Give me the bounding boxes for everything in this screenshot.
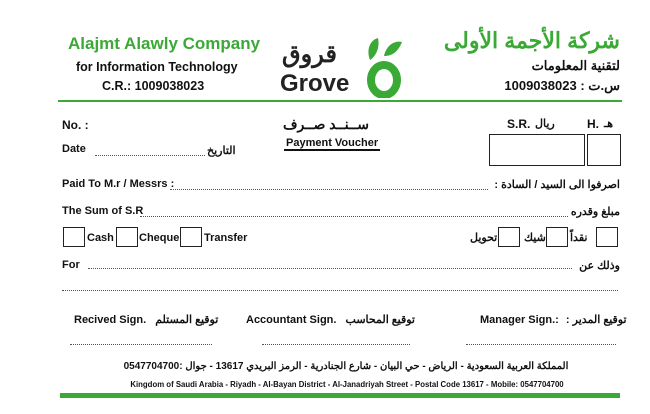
footer-bar <box>60 393 620 398</box>
voucher-title-en-box <box>284 137 380 151</box>
cash-checkbox[interactable] <box>63 227 85 247</box>
date-field[interactable] <box>95 155 205 156</box>
manager-sign-label <box>480 313 627 326</box>
company-name-ar: شركة الأجمة الأولى <box>443 28 620 53</box>
received-sign-field[interactable] <box>70 344 212 345</box>
accountant-sign-ar: توقيع المحاسب <box>345 314 415 326</box>
riyal-label: ريال <box>535 118 555 130</box>
sr-label: S.R. <box>507 117 531 131</box>
voucher-number-label: No. : <box>62 118 89 132</box>
transfer-label: Transfer <box>204 232 248 244</box>
cheque-label: Cheque <box>139 232 180 244</box>
received-sign-label <box>74 313 218 326</box>
received-sign-ar: توقيع المستلم <box>155 314 219 326</box>
cheque-checkbox[interactable] <box>116 227 138 247</box>
cash-label-ar: نقداً <box>570 232 588 244</box>
footer-address-en: Kingdom of Saudi Arabia - Riyadh - Al-Bayan District - Al-Janadriyah Street - Postal Code 13617 - Mobile: 0547704700 <box>130 380 564 389</box>
cash-checkbox-ar[interactable] <box>596 227 618 247</box>
for-label-ar: وذلك عن <box>579 260 620 272</box>
logo-text-en: Grove <box>280 70 350 97</box>
company-name-en: Alajmt Alawly Company <box>68 34 261 53</box>
paid-to-label-ar: اصرفوا الى السيد / السادة : <box>494 179 620 191</box>
accountant-sign-field[interactable] <box>262 344 410 345</box>
leaf-o-icon <box>364 36 404 98</box>
cr-number-ar: 1009038023 <box>504 78 577 93</box>
company-cr-ar <box>504 78 620 94</box>
company-tagline-en: for Information Technology <box>76 60 238 74</box>
logo-text-ar: قروق <box>282 41 337 68</box>
halala-label-en: H. <box>587 117 599 131</box>
cash-label: Cash <box>87 232 114 244</box>
accountant-sign-label <box>246 313 415 326</box>
cr-label-ar: س.ت : <box>580 78 620 93</box>
voucher-title-en: Payment Voucher <box>286 137 379 149</box>
paid-to-label: Paid To M.r / Messrs : <box>62 178 175 190</box>
halala-amount-box[interactable] <box>587 134 621 166</box>
transfer-checkbox-ar[interactable] <box>498 227 520 247</box>
company-cr-en: C.R.: 1009038023 <box>102 79 205 93</box>
header-divider <box>58 100 622 102</box>
paid-to-field[interactable] <box>170 189 488 190</box>
sum-field[interactable] <box>140 216 568 217</box>
date-label-ar: التاريخ <box>207 145 236 157</box>
company-logo <box>278 34 418 100</box>
manager-sign-en: Manager Sign.: <box>480 314 559 326</box>
footer-address-ar: المملكة العربية السعودية - الرياض - حي البيان - شارع الجنادرية - الرمز البريدي 13617 - جوال :0547704700 <box>123 361 569 372</box>
sum-label: The Sum of S.R <box>62 205 144 217</box>
cheque-label-ar: شيك <box>524 232 546 244</box>
for-label: For <box>62 259 80 271</box>
accountant-sign-en: Accountant Sign. <box>246 314 337 326</box>
received-sign-en: Recived Sign. <box>74 314 147 326</box>
sum-label-ar: مبلغ وقدره <box>570 206 620 218</box>
halala-label-ar: هـ <box>604 118 614 130</box>
manager-sign-field[interactable] <box>466 344 616 345</box>
transfer-checkbox[interactable] <box>180 227 202 247</box>
cheque-checkbox-ar[interactable] <box>546 227 568 247</box>
voucher-title-ar: ســنــد صــرف <box>283 116 369 132</box>
for-field-line2[interactable] <box>62 290 618 291</box>
company-tagline-ar: لتقنية المعلومات <box>531 58 620 73</box>
manager-sign-ar: توقيع المدير : <box>565 314 627 326</box>
riyal-amount-box[interactable] <box>489 134 585 166</box>
for-field[interactable] <box>88 268 572 269</box>
date-label: Date <box>62 143 86 155</box>
transfer-label-ar: تحويل <box>470 232 498 244</box>
